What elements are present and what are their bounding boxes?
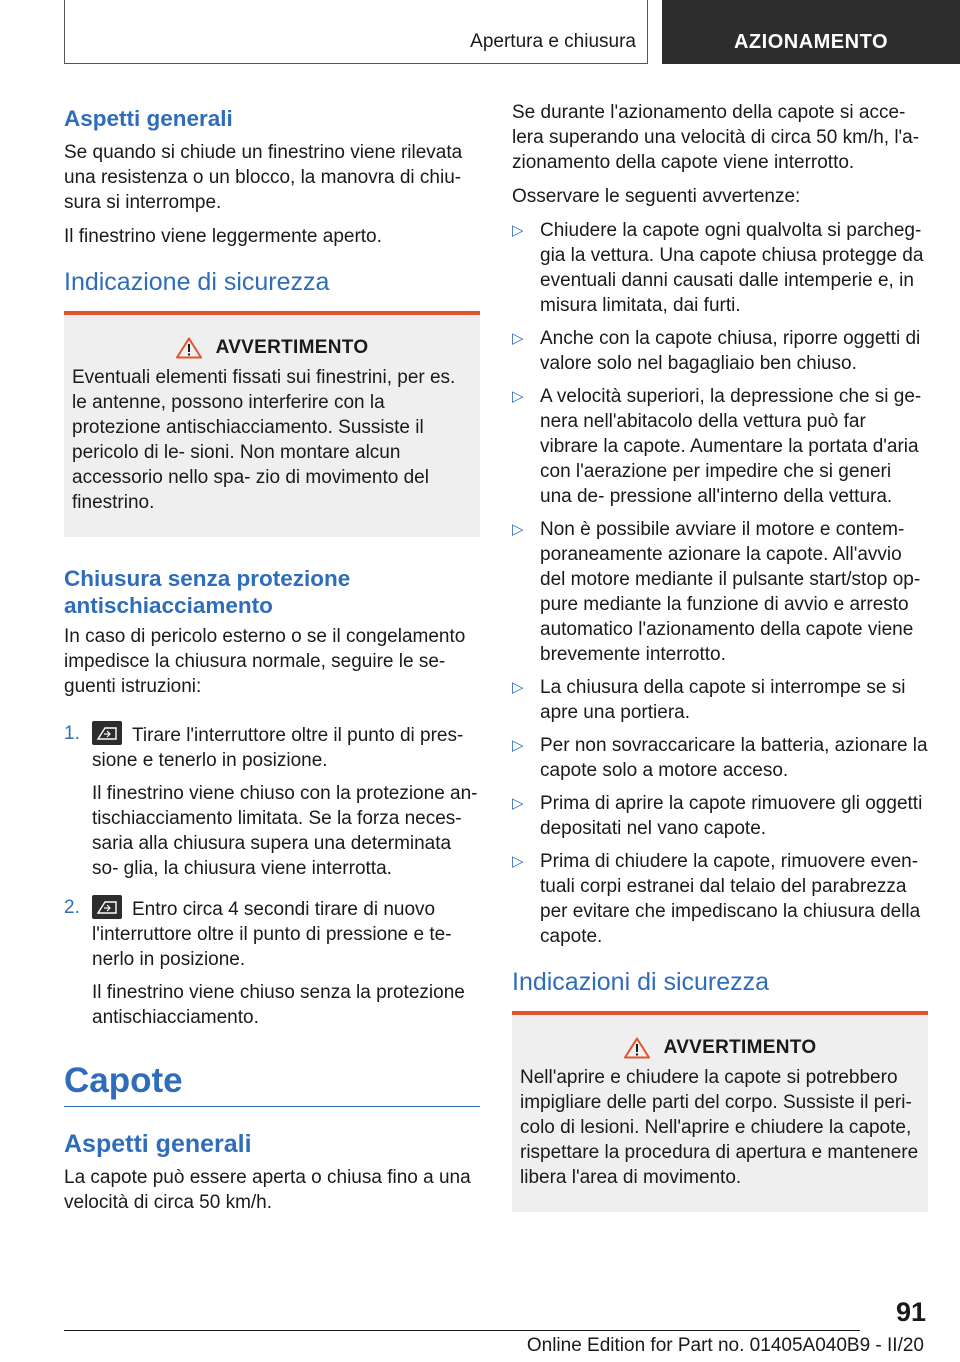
advice-list bbox=[512, 218, 928, 949]
step-text: Tirare l'interruttore oltre il punto di pres- sione e tenerlo in posizione. bbox=[92, 725, 464, 771]
bullet-marker: ▷ bbox=[512, 737, 524, 754]
window-switch-icon bbox=[92, 895, 122, 919]
heading-capote-general: Aspetti generali bbox=[64, 1130, 252, 1158]
list-item-text: Per non sovraccaricare la batteria, azionare la capote solo a motore acceso. bbox=[540, 735, 928, 781]
step-number: 2. bbox=[64, 897, 80, 918]
header-section-title: Apertura e chiusura bbox=[470, 31, 636, 52]
list-item bbox=[512, 791, 928, 841]
list-item bbox=[512, 517, 928, 667]
list-item bbox=[512, 675, 928, 725]
list-item-text: Anche con la capote chiusa, riporre oggetti di valore solo nel bagagliaio ben chiuso. bbox=[540, 328, 921, 374]
list-item bbox=[512, 384, 928, 509]
warning-title: AVVERTIMENTO bbox=[663, 1037, 817, 1058]
step-text: Entro circa 4 secondi tirare di nuovo l'interruttore oltre il punto di pressione e te- nerlo in posizione. bbox=[92, 899, 452, 970]
bullet-marker: ▷ bbox=[512, 853, 524, 870]
list-item-text: Prima di aprire la capote rimuovere gli oggetti depositati nel vano capote. bbox=[540, 793, 923, 839]
step-text-row bbox=[92, 895, 480, 972]
step-note: Il finestrino viene chiuso con la protezione an- tischiacciamento limitata. Se la forza neces- saria alla chiusura supera una determinata so- glia, la chiusura viene interrotta. bbox=[92, 783, 478, 879]
paragraph-general-2: Il finestrino viene leggermente aperto. bbox=[64, 226, 382, 247]
step-1 bbox=[64, 721, 480, 881]
warning-title-row bbox=[520, 1035, 920, 1061]
heading-safety-right: Indicazioni di sicurezza bbox=[512, 968, 770, 996]
paragraph-observe: Osservare le seguenti avvertenze: bbox=[512, 186, 801, 207]
window-switch-icon bbox=[92, 721, 122, 745]
warning-text: Eventuali elementi fissati sui finestrini, per es. le antenne, possono interferire con la protezione antischiacciamento. Sussiste il pericolo di le- sioni. Non montare alcun accessorio nello spa- zio di movimento del finestrino. bbox=[72, 367, 456, 513]
list-item bbox=[512, 326, 928, 376]
paragraph-capote: La capote può essere aperta o chiusa fino a una velocità di circa 50 km/h. bbox=[64, 1167, 471, 1213]
step-text-row bbox=[92, 721, 480, 773]
list-item-text: La chiusura della capote si interrompe se si apre una portiera. bbox=[540, 677, 906, 723]
step-note: Il finestrino viene chiuso senza la protezione antischiacciamento. bbox=[92, 982, 465, 1028]
footer-divider bbox=[64, 1330, 860, 1331]
list-item-text: Non è possibile avviare il motore e contem- poraneamente azionare la capote. All'avvio del motore mediante il pulsante start/stop op- pure mediante la funzione di avvio e arresto automatico l'azionamento della capote viene brevemente interrotto. bbox=[540, 519, 921, 665]
header-chapter-title: AZIONAMENTO bbox=[662, 0, 960, 64]
step-number: 1. bbox=[64, 723, 80, 744]
list-item-text: Chiudere la capote ogni qualvolta si parcheg- gia la vettura. Una capote chiusa protegge da eventuali danni causati dalle intemperie e, in misura limitata, dai furti. bbox=[540, 220, 924, 316]
bullet-marker: ▷ bbox=[512, 679, 524, 696]
bullet-marker: ▷ bbox=[512, 388, 524, 405]
bullet-marker: ▷ bbox=[512, 330, 524, 347]
warning-text: Nell'aprire e chiudere la capote si potrebbero impigliare delle parti del corpo. Sussiste il peri- colo di lesioni. Nell'aprire e chiudere la capote, rispettare la procedura di apertura e mantenere libera l'area di movimento. bbox=[520, 1067, 919, 1188]
heading-safety: Indicazione di sicurezza bbox=[64, 268, 330, 296]
paragraph-intro: Se durante l'azionamento della capote si acce- lera superando una velocità di circa 50 km/h, l'a- zionamento della capote viene interrotto. bbox=[512, 102, 920, 173]
list-item bbox=[512, 218, 928, 318]
bullet-marker: ▷ bbox=[512, 795, 524, 812]
heading-general: Aspetti generali bbox=[64, 106, 233, 131]
paragraph-closing: In caso di pericolo esterno o se il congelamento impedisce la chiusura normale, seguire le se- guenti istruzioni: bbox=[64, 626, 466, 697]
list-item bbox=[512, 849, 928, 949]
paragraph-general-1: Se quando si chiude un finestrino viene rilevata una resistenza o un blocco, la manovra di chiu- sura si interrompe. bbox=[64, 142, 463, 213]
page-number: 91 bbox=[895, 1297, 926, 1327]
warning-triangle-icon bbox=[176, 337, 202, 359]
heading-closing: Chiusura senza protezione antischiacciamento bbox=[64, 566, 351, 618]
list-item-text: A velocità superiori, la depressione che si ge- nera nell'abitacolo della vettura può far vibrare la capote. Aumentare la portata d'aria con l'aerazione per impedire che si generi una de- pressione all'interno della vettura. bbox=[540, 386, 922, 507]
list-item-text: Prima di chiudere la capote, rimuovere even- tuali corpi estranei dal telaio del parabrezza per evitare che impediscano la chiusura della capote. bbox=[540, 851, 921, 947]
list-item bbox=[512, 733, 928, 783]
bullet-marker: ▷ bbox=[512, 521, 524, 538]
right-column bbox=[512, 100, 928, 1212]
warning-title: AVVERTIMENTO bbox=[215, 337, 369, 358]
warning-box bbox=[64, 311, 480, 537]
heading-capote: Capote bbox=[64, 1060, 480, 1107]
bullet-marker: ▷ bbox=[512, 222, 524, 239]
footer-edition: Online Edition for Part no. 01405A040B9 - II/20 bbox=[526, 1335, 924, 1356]
warning-title-row bbox=[72, 335, 472, 361]
step-2 bbox=[64, 895, 480, 1030]
warning-triangle-icon bbox=[624, 1037, 650, 1059]
warning-box-right bbox=[512, 1011, 928, 1212]
left-column bbox=[64, 100, 480, 1215]
